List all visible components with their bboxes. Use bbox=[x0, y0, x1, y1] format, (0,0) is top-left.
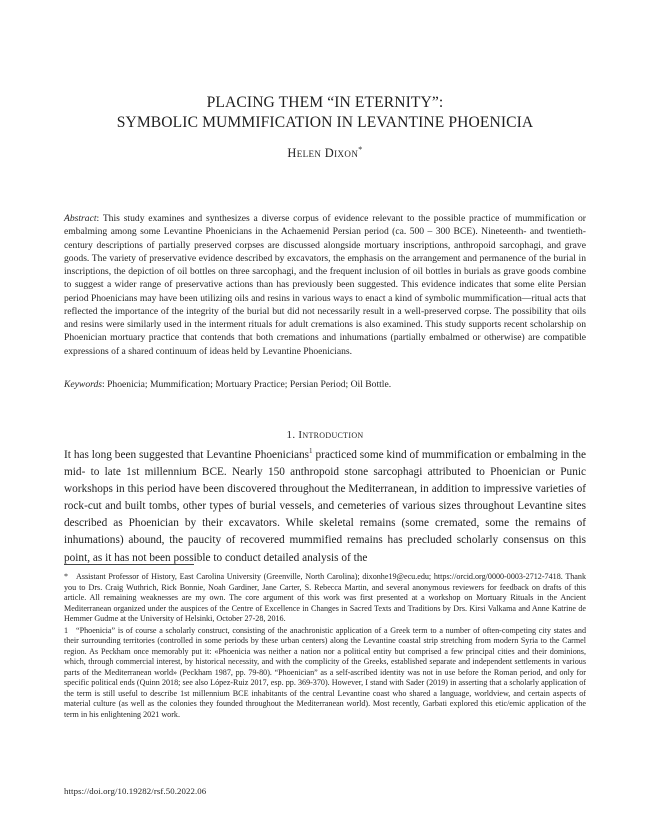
article-title-line-2: SYMBOLIC MUMMIFICATION IN LEVANTINE PHOENICIA bbox=[116, 114, 534, 131]
article-title bbox=[60, 93, 590, 133]
author-name: Helen Dixon bbox=[287, 146, 359, 160]
body-text-part-2: practiced some kind of mummification or embalming in the mid- to late 1st millennium BCE. Nearly 150 anthropoid stone sarcophagi attributed to Phoenician or Punic workshops in this period have been discovered throughout the Mediterranean, in addition to impressive varieties of rock-cut and built tombs, other types of burial vessels, and cemeteries of various sizes throughout Levantine sites described as Phoenician by their excavators. While skeletal remains (some cremated, some the remains of inhumations) abound, the paucity of recovered mummified remains has precluded scholarly consensus on this point, as it has not been possible to conduct detailed analysis of the bbox=[64, 449, 586, 564]
footnote-divider bbox=[64, 564, 194, 565]
footnote-reference[interactable]: 1 bbox=[309, 447, 313, 456]
footnote-text: “Phoenicia” is of course a scholarly construct, consisting of the anachronistic application of a Greek term to a number of often-competing city states and their surrounding territories (controlled in some periods by these urban centers) along the Levantine coastal strip stretching from modern Syria to the Carmel region. As Peckham once memorably put it: «Phoenicia was neither a nation nor a political entity but comprised a few principal cities and their dominions, which, through commercial interest, by historical necessity, and with the complicity of the Greeks, established separate and independent settlements in various parts of the Mediterranean world» (Peckham 1987, pp. 79-80). “Phoenician” as a self-ascribed identity was not in use before the Roman period, and only for specific political ends (Quinn 2018; see also López-Ruiz 2017, esp. pp. 369-370). However, I stand with Sader (2019) in asserting that a scholarly application of the term is still useful to describe 1st millennium BCE inhabitants of the central Levantine coast who shared a language, worldview, and certain aspects of material culture (as well as the colonies they founded throughout the Mediterranean world). Most recently, Garbati explored this etic/emic application of the term in his enlightening 2021 work. bbox=[64, 625, 586, 719]
footnote-mark: * bbox=[64, 572, 69, 581]
abstract-text: : This study examines and synthesizes a diverse corpus of evidence relevant to the possible practice of mummification or embalming among some Levantine Phoenicians in the Achaemenid Persian period (ca. 500 – 300 BCE). Nineteenth- and twentieth-century descriptions of partially preserved corpses are discussed alongside mortuary inscriptions, anthropoid sarcophagi, and grave goods. The variety of preservative evidence described by excavators, the emphasis on the arrangement and permanence of the burial in inscriptions, the depiction of oil bottles on three sarcophagi, and the frequent inclusion of oil bottles in burials as grave goods combine to suggest a wider range of preservative actions than has previously been suggested. This evidence indicates that some elite Persian period Phoenicians may have been utilizing oils and resins in various ways to enact a kind of symbolic mummification—ritual acts that reflected the importance of the integrity of the burial but did not necessarily result in a well-preserved corpse. The possibility that oils and resins were similarly used in the interment rituals for adult cremations is also examined. This study supports recent scholarship on Phoenician mortuary practice that contends that both cremations and inhumations (partially embalmed or otherwise) are compatible expressions of a shared continuum of ideas held by Levantine Phoenicians. bbox=[64, 213, 586, 357]
body-text-part-1: It has long been suggested that Levantine Phoenicians bbox=[64, 449, 310, 461]
article-title-line-1: PLACING THEM “IN ETERNITY”: bbox=[206, 94, 444, 111]
footnote-1 bbox=[64, 626, 586, 721]
footnote-text: Assistant Professor of History, East Carolina University (Greenville, North Carolina); dixonhe19@ecu.edu; https://orcid.org/0000-0003-2712-7418. Thank you to Drs. Craig Wuthrich, Rick Bonnie, Noah Gardiner, Jane Carter, S. Rebecca Martin, and several anonymous reviewers for feedback on drafts of this article. All remaining weaknesses are my own. The core argument of this work was first presented at a workshop on Mortuary Rituals in the Ancient Mediterranean organized under the auspices of the Centre of Excellence in Changes in Sacred Texts and Traditions by Drs. Kirsi Valkama and Anne Katrine de Hemmer Gudme at the University of Helsinki, October 27-28, 2016. bbox=[64, 572, 586, 623]
body-paragraph bbox=[64, 447, 586, 567]
section-heading: 1. Introduction bbox=[286, 429, 364, 441]
keywords bbox=[64, 378, 586, 391]
keywords-text: : Phoenicia; Mummification; Mortuary Practice; Persian Period; Oil Bottle. bbox=[102, 379, 392, 390]
doi-link[interactable]: https://doi.org/10.19282/rsf.50.2022.06 bbox=[64, 786, 207, 796]
footnote-author bbox=[64, 572, 586, 625]
author-byline bbox=[60, 146, 590, 161]
abstract-label: Abstract bbox=[64, 213, 97, 224]
keywords-label: Keywords bbox=[64, 379, 103, 390]
abstract bbox=[64, 212, 586, 358]
footnotes bbox=[64, 572, 586, 721]
footnote-mark: 1 bbox=[64, 625, 69, 635]
author-footnote-marker[interactable]: * bbox=[358, 145, 363, 154]
